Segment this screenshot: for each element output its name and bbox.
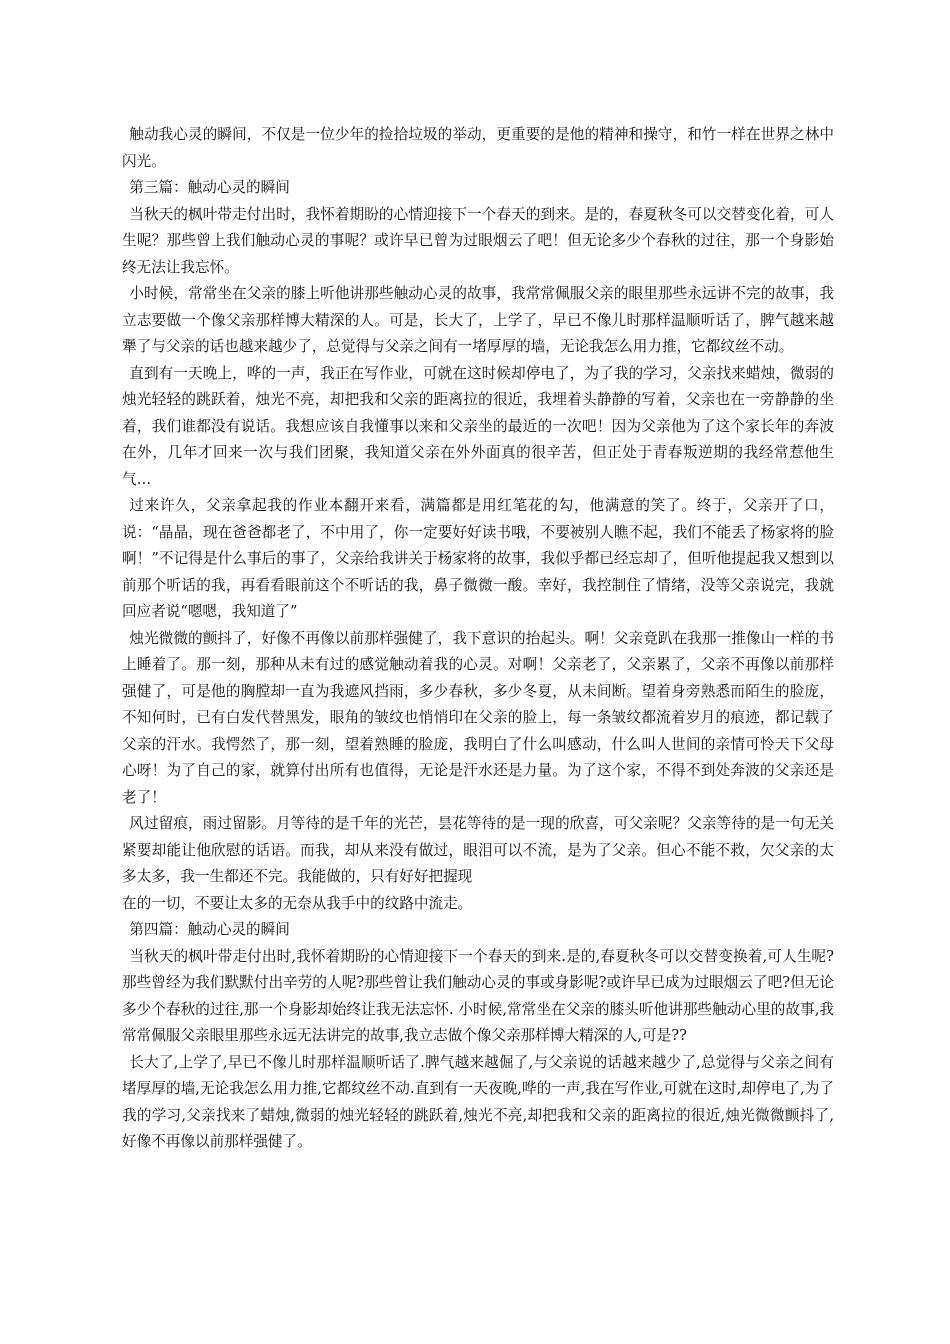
paragraph: 烛光微微的颤抖了，好像不再像以前那样强健了，我下意识的抬起头。啊！父亲竟趴在我那一推像山一样的书上睡着了。那一刻，那种从未有过的感觉触动着我的心灵。对啊！父亲老了，父亲累了，父亲不再像以前那样强健了，可是他的胸膛却一直为我遮风挡雨，多少春秋，多少冬夏，从未间断。望着身旁熟悉而陌生的脸庞，不知何时，已有白发代替黑发，眼角的皱纹也悄悄印在父亲的脸上，每一条皱纹都流着岁月的痕迹，都记载了父亲的汗水。我愕然了，那一刻，望着熟睡的脸庞，我明白了什么叫感动，什么叫人世间的亲情可怜天下父母心呀！为了自己的家，就算付出所有也值得，无论是汗水还是力量。为了这个家，不得不到处奔波的父亲还是老了！ — [122, 629, 834, 806]
paragraph-continuation: 在的一切，不要让太多的无奈从我手中的纹路中流走。 — [122, 894, 473, 912]
paragraph: 长大了,上学了,早已不像儿时那样温顺听话了.脾气越来越倔了,与父亲说的话越来越少了,总觉得与父亲之间有堵厚厚的墙,无论我怎么用力推,它都纹丝不动.直到有一天夜晚,哗的一声,我在写作业,可就在这时,却停电了,为了我的学习,父亲找来了蜡烛,微弱的烛光轻轻的跳跃着,烛光不亮,却把我和父亲的距离拉的很近,烛光微微颤抖了,好像不再像以前那样强健了。 — [122, 1053, 834, 1150]
paragraph: 小时候，常常坐在父亲的膝上听他讲那些触动心灵的故事，我常常佩服父亲的眼里那些永远讲不完的故事，我立志要做一个像父亲那样博大精深的人。可是，长大了，上学了，早已不像儿时那样温顺听话了，脾气越来越犟了与父亲的话也越来越少了，总觉得与父亲之间有一堵厚厚的墙，无论我怎么用力推，它都纹丝不动。 — [122, 285, 834, 355]
paragraph-intro-conclusion: 触动我心灵的瞬间，不仅是一位少年的捡拾垃圾的举动，更重要的是他的精神和操守，和竹一样在世界之林中闪光。 — [122, 126, 834, 170]
section-heading-part-three: 第三篇：触动心灵的瞬间 — [129, 179, 290, 196]
paragraph: 当秋天的枫叶带走付出时，我怀着期盼的心情迎接下一个春天的到来。是的，春夏秋冬可以交替变化着，可人生呢？那些曾上我们触动心灵的事呢？或许早已曾为过眼烟云了吧！但无论多少个春秋的过往，那一个身影始终无法让我忘怀。 — [122, 205, 834, 276]
section-heading-part-four: 第四篇：触动心灵的瞬间 — [129, 921, 290, 938]
document-body — [122, 122, 834, 1156]
paragraph: 风过留痕，雨过留影。月等待的是千年的光芒，昙花等待的是一现的欣喜，可父亲呢？父亲等待的是一句无关紧要却能让他欣慰的话语。而我，却从来没有做过，眼泪可以不流，是为了父亲。但心不能不救，欠父亲的太多太多，我一生都还不完。我能做的，只有好好把握现 — [122, 815, 834, 885]
paragraph: 过来许久，父亲拿起我的作业本翻开来看，满篇都是用红笔花的勾，他满意的笑了。终于，父亲开了口，说：“晶晶，现在爸爸都老了，不中用了，你一定要好好读书哦，不要被别人瞧不起，我们不能丢了杨家将的脸啊！”不记得是什么事后的事了，父亲给我讲关于杨家将的故事，我似乎都已经忘却了，但听他提起我又想到以前那个听话的我，再看看眼前这个不听话的我，鼻子微微一酸。幸好，我控制住了情绪，没等父亲说完，我就回应者说“嗯嗯，我知道了” — [122, 497, 834, 620]
paragraph: 当秋天的枫叶带走付出时,我怀着期盼的心情迎接下一个春天的到来.是的,春夏秋冬可以交替变换着,可人生呢?那些曾经为我们默默付出辛劳的人呢?那些曾让我们触动心灵的事或身影呢?或许早已成为过眼烟云了吧?但无论多少个春秋的过往,那一个身影却始终让我无法忘怀. 小时候,常常坐在父亲的膝头听他讲那些触动心里的故事,我常常佩服父亲眼里那些永远无法讲完的故事,我立志做个像父亲那样博大精深的人,可是?? — [122, 947, 834, 1044]
paragraph: 直到有一天晚上，哗的一声，我正在写作业，可就在这时候却停电了，为了我的学习，父亲找来蜡烛，微弱的烛光轻轻的跳跃着，烛光不亮，却把我和父亲的距离拉的很近，我埋着头静静的写着，父亲也在一旁静静的坐着，我们谁都没有说话。我想应该自我懂事以来和父亲坐的最近的一次吧！因为父亲他为了这个家长年的奔波在外，几年才回来一次与我们团聚，我知道父亲在外外面真的很辛苦，但正处于青春叛逆期的我经常惹他生气… — [122, 364, 834, 488]
